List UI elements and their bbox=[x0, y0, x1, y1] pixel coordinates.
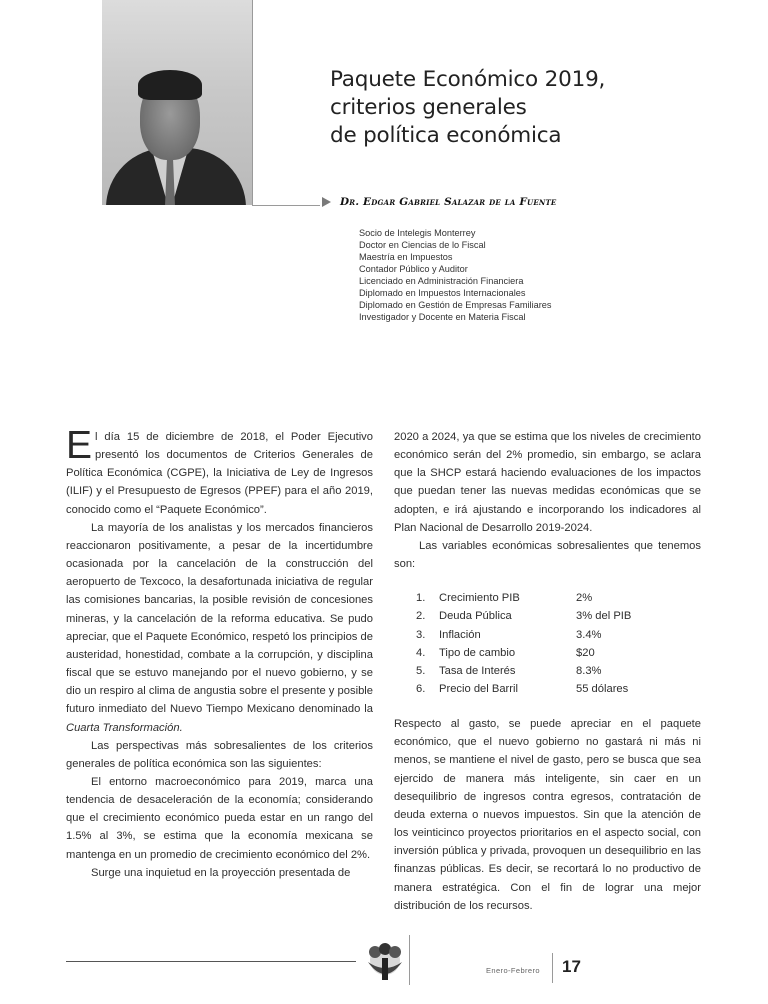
list-item bbox=[394, 626, 701, 644]
article-title bbox=[330, 66, 710, 150]
credential-item: Contador Público y Auditor bbox=[359, 264, 468, 274]
economic-variables-list bbox=[394, 589, 701, 698]
item-number: 3. bbox=[416, 628, 426, 641]
title-line-1: Paquete Económico 2019, bbox=[330, 67, 606, 92]
drop-cap: E bbox=[66, 424, 93, 467]
credential-item: Investigador y Docente en Materia Fiscal bbox=[359, 312, 526, 322]
right-column bbox=[394, 428, 701, 915]
author-photo bbox=[102, 0, 253, 205]
item-number: 5. bbox=[416, 664, 426, 677]
paragraph bbox=[66, 519, 373, 737]
credential-item: Diplomado en Impuestos Internacionales bbox=[359, 288, 526, 298]
list-item bbox=[394, 589, 701, 607]
credential-item: Diplomado en Gestión de Empresas Familiares bbox=[359, 300, 552, 310]
item-name: Precio del Barril bbox=[439, 682, 518, 695]
item-name: Crecimiento PIB bbox=[439, 592, 520, 605]
paragraph-text: La mayoría de los analistas y los mercados financieros reaccionaron positivamente, a pesar de la incertidumbre ocasionada por la cancelación de la construcción del aeropuerto de Texcoco, la desafortunada iniciativa de regular las comisiones bancarias, la posible revisión de concesiones mineras, y la cancelación de la reforma educativa. Se pudo apreciar, que el Paquete Económico, respetó los principios de austeridad, honestidad, combate a la corrupción, y disciplina fiscal que se estuvo manejando por el nuevo gobierno, y se dio un respiro al clima de angustia sobre el presente y posible futuro inmediato del Nuevo Tiempo Mexicano denominado la bbox=[66, 521, 373, 716]
emphasis-text: Cuarta Transformación. bbox=[66, 721, 183, 734]
item-name: Deuda Pública bbox=[439, 610, 512, 623]
author-name: Dr. Edgar Gabriel Salazar de la Fuente bbox=[340, 196, 557, 208]
paragraph: 2020 a 2024, ya que se estima que los niveles de crecimiento económico serán del 2% promedio, sin embargo, se aclara que la SHCP estará haciendo evaluaciones de los impactos que puedan tener las nuevas medidas económicas que se adopten, e irá ajustando e incorporando los indicadores al Plan Nacional de Desarrollo 2019-2024. bbox=[394, 431, 701, 534]
item-number: 1. bbox=[416, 592, 426, 605]
list-item bbox=[394, 662, 701, 680]
paragraph: El entorno macroeconómico para 2019, marca una tendencia de desaceleración de la economía; considerando que el crecimiento económico pueda estar en un rango del 1.5% al 3%, se estima que la economía mexicana se mantenga en un promedio de crecimiento económico del 2%. bbox=[66, 775, 373, 861]
item-value: 3% del PIB bbox=[576, 610, 632, 623]
item-number: 6. bbox=[416, 682, 426, 695]
item-value: 8.3% bbox=[576, 664, 602, 677]
author-rule bbox=[252, 205, 320, 206]
credential-item: Socio de Intelegis Monterrey bbox=[359, 228, 476, 238]
issue-label: Enero-Febrero bbox=[486, 966, 540, 975]
item-name: Tipo de cambio bbox=[439, 646, 516, 659]
paragraph: Respecto al gasto, se puede apreciar en el paquete económico, que el nuevo gobierno no gastará ni más ni menos, se mantiene el nivel de gasto, pero se busca que sea ejercido de manera más inteligente, sin caer en un desequilibrio de ingresos contra egresos, contratación de deuda externa o nuevos impuestos. Sin que la atención de los veinticinco proyectos prioritarios en el aspecto social, con inversión pública y privada, provoquen un desequilibrio en las finanzas públicas. Es decir, se recortará lo no productivo de manera estratégica. Con el fin de lograr una mejor distribución de los recursos. bbox=[394, 718, 701, 912]
photo-hair bbox=[138, 70, 202, 100]
item-name: Inflación bbox=[439, 628, 481, 641]
arrow-right-icon bbox=[322, 197, 331, 207]
footer-divider bbox=[409, 935, 410, 985]
paragraph: Surge una inquietud en la proyección presentada de bbox=[91, 866, 351, 879]
title-line-3: de política económica bbox=[330, 123, 562, 148]
paragraph-text: l día 15 de diciembre de 2018, el Poder Ejecutivo presentó los documentos de Criterios Generales de Política Económica (CGPE), la Iniciativa de Ley de Ingresos (ILIF) y el Presupuesto de Egresos (PPEF) para el año 2019, conocido como el “Paquete Económico”. bbox=[66, 431, 373, 516]
footer-rule bbox=[66, 961, 356, 962]
left-column bbox=[66, 424, 373, 882]
list-item bbox=[394, 644, 701, 662]
credential-item: Maestría en Impuestos bbox=[359, 252, 453, 262]
credential-item: Licenciado en Administración Financiera bbox=[359, 276, 524, 286]
paragraph: Las perspectivas más sobresalientes de los criterios generales de política económica son las siguientes: bbox=[66, 739, 373, 770]
item-number: 4. bbox=[416, 646, 426, 659]
list-item bbox=[394, 680, 701, 698]
page-number: 17 bbox=[562, 957, 581, 976]
item-value: 55 dólares bbox=[576, 682, 629, 695]
list-item bbox=[394, 607, 701, 625]
item-number: 2. bbox=[416, 610, 426, 623]
item-value: 2% bbox=[576, 592, 593, 605]
paragraph bbox=[66, 424, 373, 519]
magazine-logo-icon bbox=[362, 940, 408, 986]
credential-item: Doctor en Ciencias de lo Fiscal bbox=[359, 240, 486, 250]
item-value: 3.4% bbox=[576, 628, 602, 641]
item-value: $20 bbox=[576, 646, 595, 659]
paragraph: Las variables económicas sobresalientes que tenemos son: bbox=[394, 539, 701, 571]
author-credentials bbox=[359, 227, 659, 323]
footer-separator bbox=[552, 953, 553, 983]
photo-border-line bbox=[252, 0, 253, 205]
item-name: Tasa de Interés bbox=[439, 664, 516, 677]
title-line-2: criterios generales bbox=[330, 95, 527, 120]
